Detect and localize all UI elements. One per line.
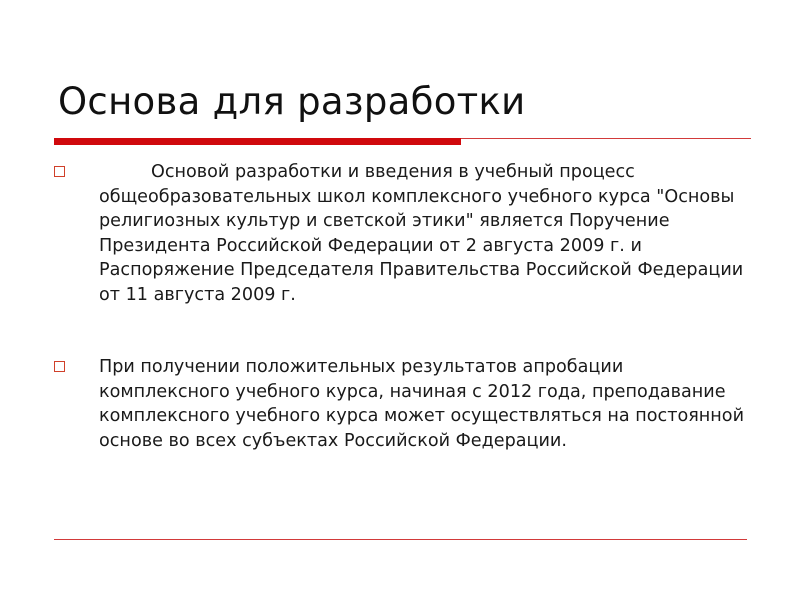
bullet-item <box>54 355 754 453</box>
title-underline-thick <box>54 138 461 145</box>
square-bullet-icon <box>54 166 65 177</box>
bullet-list <box>54 160 754 453</box>
title-underline-thin <box>461 138 751 139</box>
bullet-item <box>54 160 754 307</box>
bullet-text: При получении положительных результатов апробации комплексного учебного курса, начиная с 2012 года, преподавание комплексного учебного курса может осуществляться на постоянной основе во всех субъектах Российской Федерации. <box>99 357 745 451</box>
footer-divider <box>54 539 747 540</box>
slide-title: Основа для разработки <box>58 80 526 123</box>
square-bullet-icon <box>54 361 65 372</box>
bullet-text: Основой разработки и введения в учебный процесс общеобразовательных школ комплексного учебного курса "Основы религиозных культур и светской этики" является Поручение Президента Российской Федерации от 2 августа 2009 г. и Распоряжение Председателя Правительства Российской Федерации от 11 августа 2009 г. <box>99 162 744 305</box>
